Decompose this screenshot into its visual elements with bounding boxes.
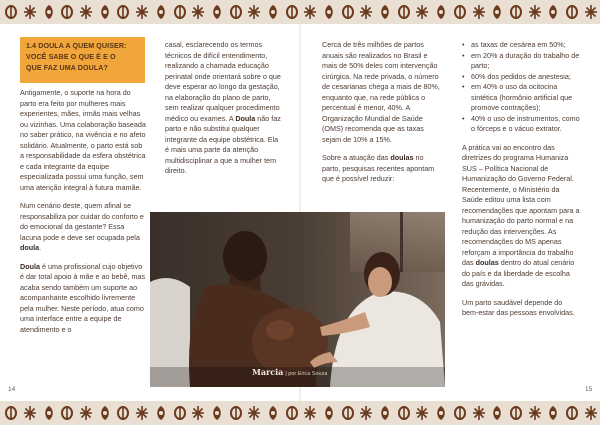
pattern-glyph-icon: [320, 0, 339, 24]
pattern-glyph-icon: [507, 0, 526, 24]
pattern-glyph-icon: [301, 401, 320, 425]
paragraph: Antigamente, o suporte na hora do parto era feito por mulheres mais experientes, mães, irmãs mais velhas ou vizinhas. Uma colaboração baseada no saber prático, na vivência e no afeto solidário. Atualmente, o parto está sob a responsabilidade da esfera obstétrica e cada integrante da equipe especializada possui uma função, sem uma atenção integral à futura mamãe.: [20, 88, 146, 192]
list-item: • 60% dos pedidos de anestesia;: [462, 72, 580, 83]
pattern-glyph-icon: [39, 401, 58, 425]
pattern-glyph-icon: [264, 0, 283, 24]
pattern-glyph-icon: [2, 401, 21, 425]
pattern-glyph-icon: [21, 401, 40, 425]
pattern-glyph-icon: [301, 0, 320, 24]
pattern-glyph-icon: [338, 0, 357, 24]
paragraph: casal, esclarecendo os termos técnicos de difícil entendimento, realizando a chamada educação perinatal onde orientará sobre o que deve esperar ao longo da gestação, na elaboração do plano de parto, sem realizar qualquer procedimento médico ou exames. A Doula não faz parto e não substitui qualquer integrante da equipe obstétrica. Ela é mais uma parte da atenção multidisciplinar a que a mulher tem direito.: [165, 40, 281, 175]
pattern-glyph-icon: [563, 0, 582, 24]
pattern-glyph-icon: [488, 401, 507, 425]
pattern-glyph-icon: [525, 401, 544, 425]
pattern-glyph-icon: [282, 0, 301, 24]
pattern-glyph-icon: [394, 401, 413, 425]
decorative-border-bottom: [0, 401, 600, 425]
paragraph: Num cenário deste, quem afinal se responsabiliza por cuidar do conforto e do emocional da gestante? Essa lacuna pode e deve ser ocupada pela doula.: [20, 201, 144, 252]
heading-line-3: QUE FAZ UMA DOULA?: [26, 64, 108, 72]
pattern-glyph-icon: [2, 0, 21, 24]
pattern-glyph-icon: [544, 0, 563, 24]
paragraph: Um parto saudável depende do bem-estar das pessoas envolvidas.: [462, 297, 575, 317]
text-column-2: [165, 40, 283, 185]
section-heading: [20, 37, 145, 83]
pattern-glyph-icon: [488, 0, 507, 24]
pattern-glyph-icon: [469, 401, 488, 425]
pattern-glyph-icon: [189, 0, 208, 24]
pattern-glyph-icon: [264, 401, 283, 425]
pattern-glyph-icon: [208, 0, 227, 24]
photo-doula-and-mother: [150, 212, 445, 387]
pattern-glyph-icon: [432, 401, 451, 425]
bullet-list: [462, 40, 580, 135]
heading-line-2: VOCÊ SABE O QUE É E O: [26, 53, 116, 61]
pattern-glyph-icon: [114, 401, 133, 425]
text-column-4: [462, 40, 580, 327]
pattern-glyph-icon: [95, 0, 114, 24]
pattern-glyph-icon: [170, 401, 189, 425]
pattern-glyph-icon: [189, 401, 208, 425]
pattern-glyph-icon: [357, 0, 376, 24]
pattern-glyph-icon: [544, 401, 563, 425]
pattern-glyph-icon: [245, 0, 264, 24]
pattern-glyph-icon: [451, 0, 470, 24]
list-item: • em 40% o uso da ocitocina sintética (hormônio artificial que promove contrações);: [462, 82, 580, 114]
paragraph: Cerca de três milhões de partos anuais são realizados no Brasil e mais de 50% deles com intervenção cirúrgica. Na rede privada, o número de cesarianas chega a mais de 80%, enquanto que, na rede pública o percentual é menor, 40%. A Organização Mundial de Saúde (OMS) recomenda que as taxas sejam de 10% a 15%.: [322, 40, 440, 144]
pattern-glyph-icon: [451, 401, 470, 425]
list-item: • as taxas de cesárea em 50%;: [462, 40, 580, 51]
pattern-glyph-icon: [376, 0, 395, 24]
pattern-glyph-icon: [376, 401, 395, 425]
pattern-glyph-icon: [338, 401, 357, 425]
pattern-glyph-icon: [469, 0, 488, 24]
pattern-glyph-icon: [114, 0, 133, 24]
paragraph: Sobre a atuação das doulas no parto, pesquisas recentes apontam que é possível reduzir:: [322, 153, 435, 183]
pattern-glyph-icon: [39, 0, 58, 24]
pattern-glyph-icon: [152, 401, 171, 425]
page-number-right: 15: [585, 386, 593, 393]
pattern-glyph-icon: [133, 401, 152, 425]
page-number-left: 14: [8, 386, 16, 393]
text-column-3: [322, 40, 442, 193]
pattern-glyph-icon: [58, 401, 77, 425]
pattern-glyph-icon: [77, 401, 96, 425]
pattern-glyph-icon: [581, 401, 600, 425]
pattern-glyph-icon: [208, 401, 227, 425]
pattern-glyph-icon: [226, 401, 245, 425]
text-column-1: [20, 88, 146, 343]
pattern-glyph-icon: [563, 401, 582, 425]
decorative-border-top: [0, 0, 600, 24]
heading-line-1: 1.4 DOULA A QUEM QUISER:: [26, 42, 127, 50]
caption-name: Marcia: [252, 367, 284, 377]
pattern-glyph-icon: [21, 0, 40, 24]
pattern-glyph-icon: [525, 0, 544, 24]
photo-caption: [252, 367, 327, 377]
pattern-glyph-icon: [394, 0, 413, 24]
pattern-glyph-icon: [133, 0, 152, 24]
pattern-glyph-icon: [357, 401, 376, 425]
pattern-glyph-icon: [413, 401, 432, 425]
pattern-glyph-icon: [581, 0, 600, 24]
list-item: • 40% o uso de instrumentos, como o fórceps e o vácuo extrator.: [462, 114, 580, 135]
pattern-glyph-icon: [152, 0, 171, 24]
pattern-glyph-icon: [226, 0, 245, 24]
pattern-glyph-icon: [320, 401, 339, 425]
pattern-glyph-icon: [58, 0, 77, 24]
pattern-glyph-icon: [95, 401, 114, 425]
caption-credit: | por Erica Souza: [285, 371, 328, 377]
pattern-glyph-icon: [245, 401, 264, 425]
list-item: • em 20% a duração do trabalho de parto;: [462, 51, 580, 72]
pattern-glyph-icon: [170, 0, 189, 24]
pattern-glyph-icon: [507, 401, 526, 425]
pattern-glyph-icon: [77, 0, 96, 24]
pattern-glyph-icon: [432, 0, 451, 24]
paragraph: A prática vai ao encontro das diretrizes do programa Humaniza SUS – Política Nacional de Humanização do Governo Federal. Recentemente, o Ministério da Saúde editou uma lista com recomendações que apontam para a humanização do parto normal e na redução das intervenções. As recomendações do MS apenas reforçam a importância do trabalho das doulas dentro do atual cenário do país e da liberdade de escolha das grávidas.: [462, 142, 580, 288]
pattern-glyph-icon: [413, 0, 432, 24]
pattern-glyph-icon: [282, 401, 301, 425]
paragraph: Doula é uma profissional cujo objetivo é dar total apoio à mãe e ao bebê, mas acaba sendo também um suporte ao acompanhante escolhido livremente pela mulher. Neste período, atua como uma interface entre a equipe de atendimento e o: [20, 261, 146, 334]
